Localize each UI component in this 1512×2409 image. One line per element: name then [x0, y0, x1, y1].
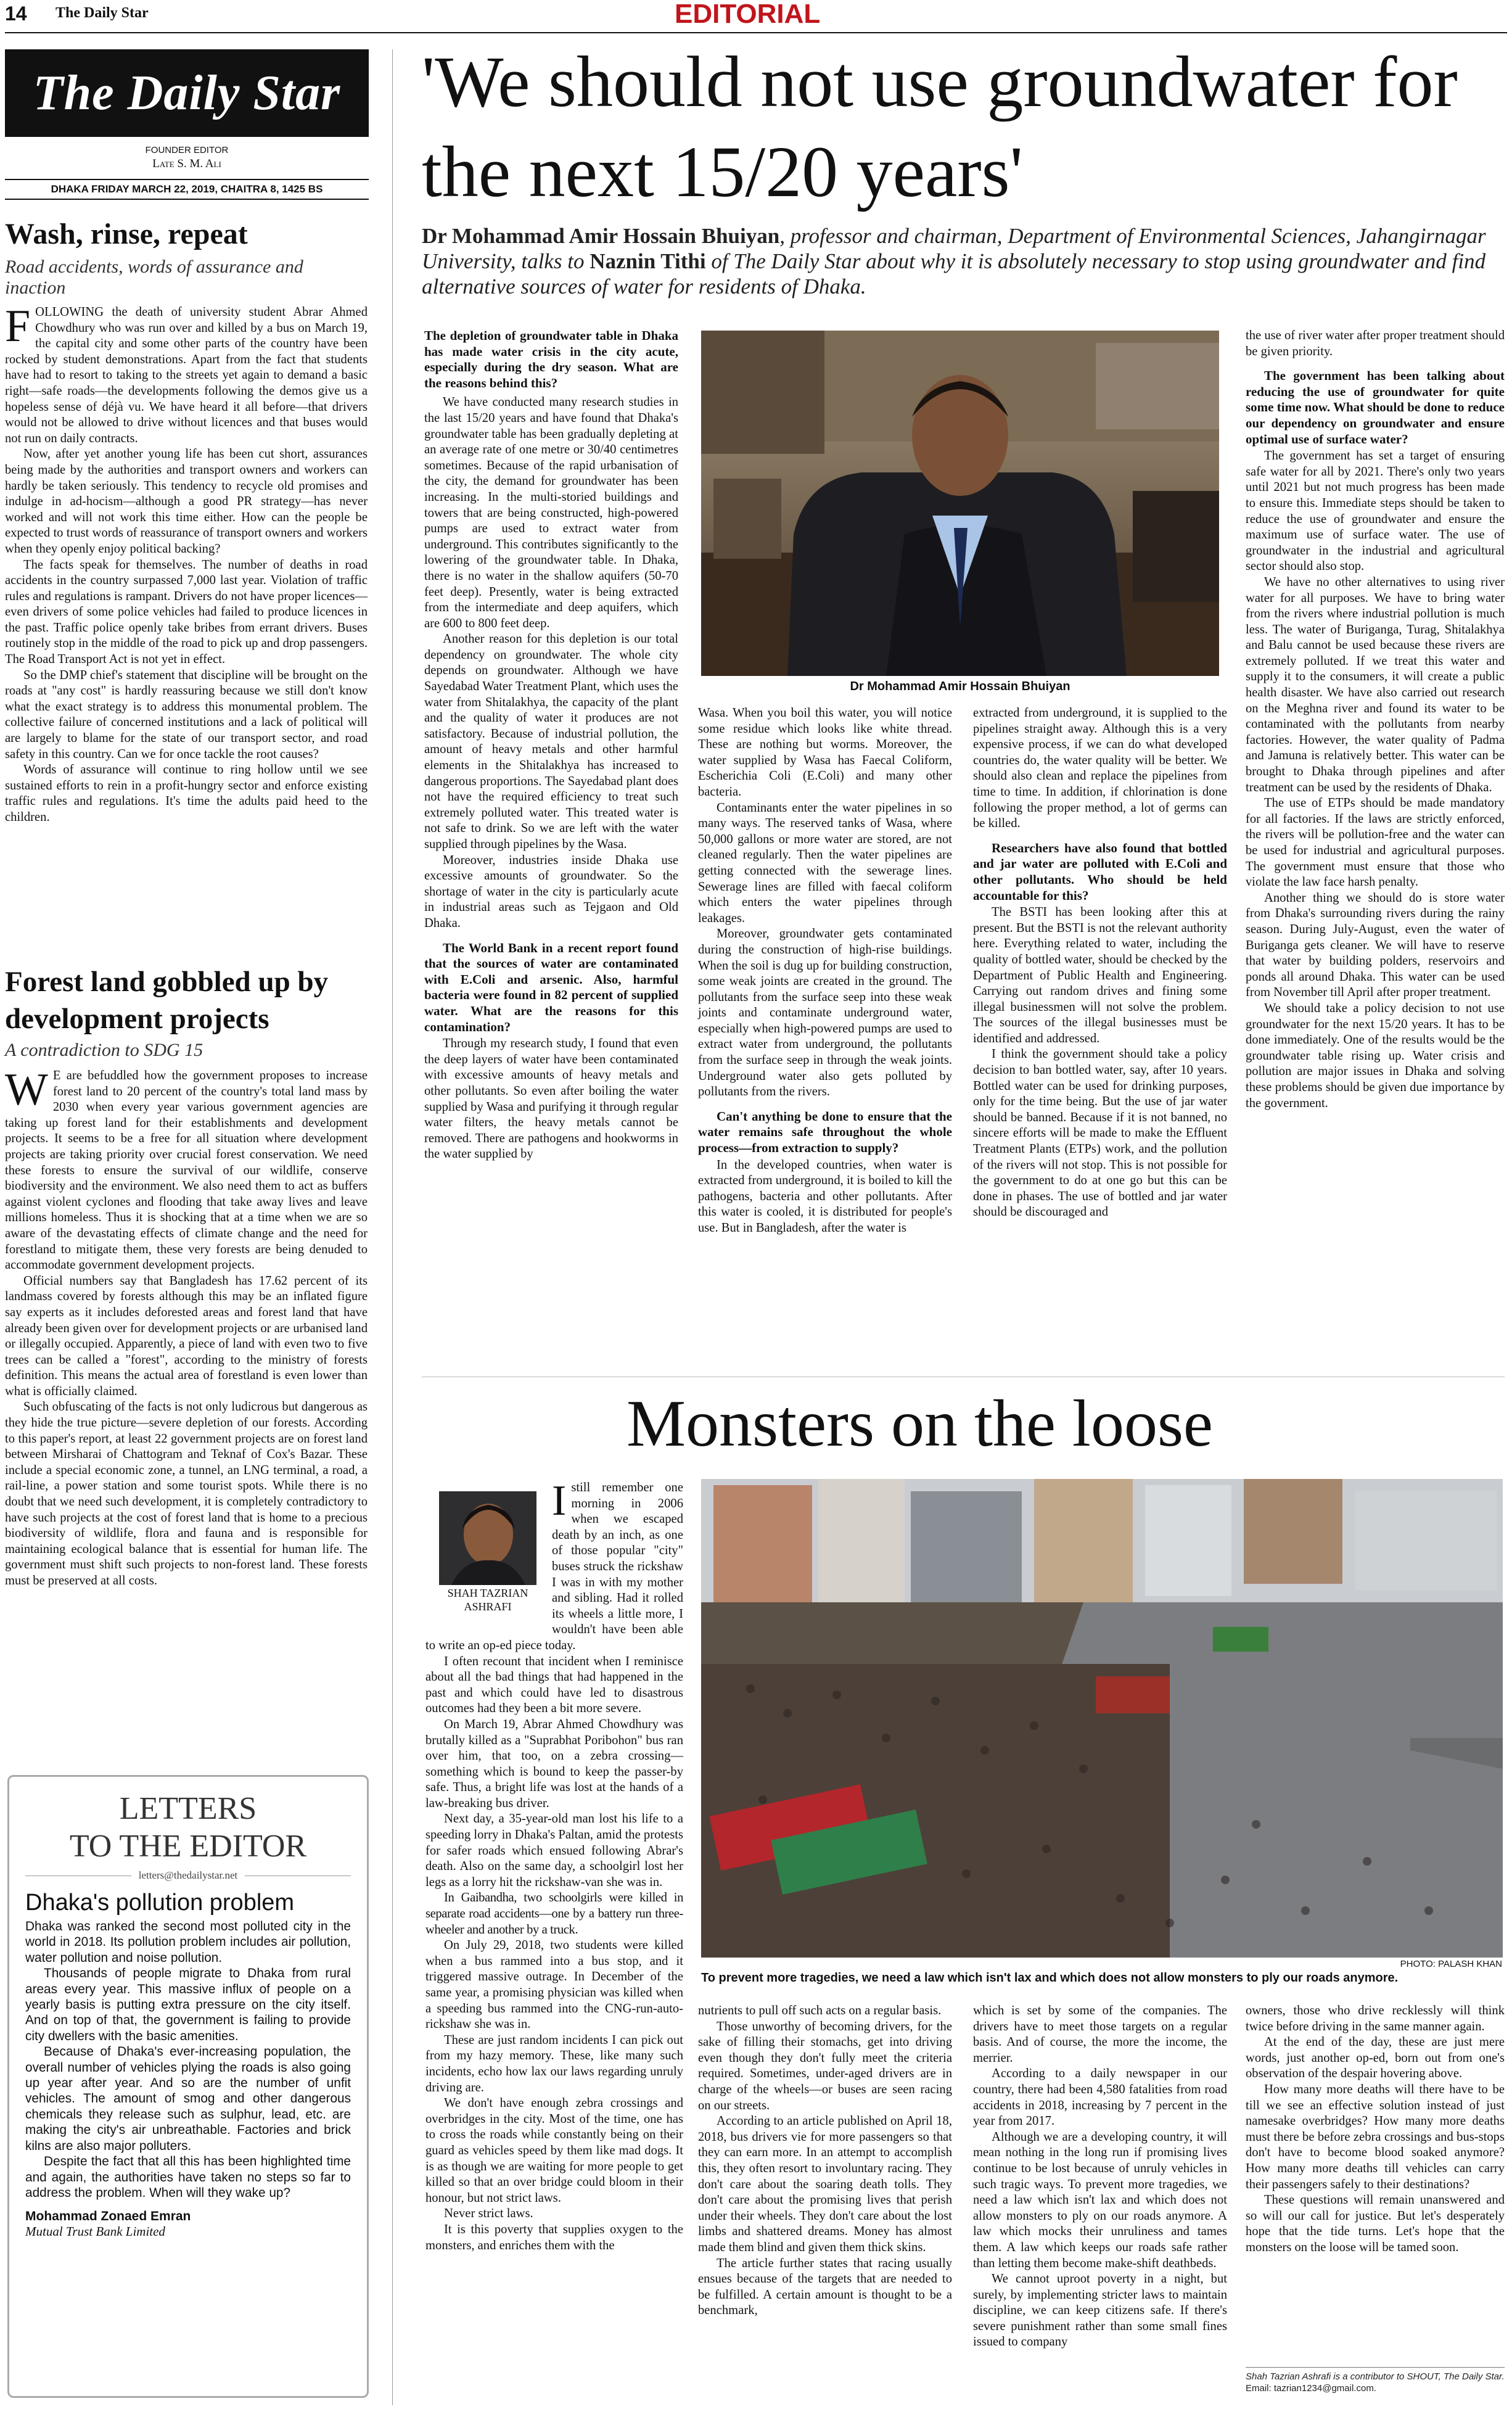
- interview-question: The World Bank in a recent report found that the sources of water are contaminated with E.Coli and arsenic. Also, harmful bacteria were found in 82 percent of supplied water. What are the reasons for this contamination?: [424, 940, 678, 1034]
- masthead: [5, 49, 369, 137]
- dateline-bar: [5, 179, 369, 200]
- interview-col-4: [1246, 328, 1505, 1111]
- interview-intro: Dr Mohammad Amir Hossain Bhuiyan, professor and chairman, Department of Environmental Sciences, Jahangirnagar University, talks to Naznin Tithi of The Daily Star about why it is absolutely necessary to stop using groundwater and find alternative sources of water for residents of Dhaka.: [422, 224, 1486, 299]
- oped-footnote-bio: Shah Tazrian Ashrafi is a contributor to SHOUT, The Daily Star.: [1246, 2371, 1505, 2382]
- oped-footnote-email: Email: tazrian1234@gmail.com.: [1246, 2383, 1376, 2394]
- founder-name: Late S. M. Ali: [152, 157, 221, 170]
- oped-col-4: [1246, 2003, 1505, 2256]
- interview-question: The government has been talking about reducing the use of groundwater for quite some time now. What should be done to reduce our dependency on groundwater and ensure optimal use of surface water?: [1246, 368, 1505, 447]
- oped-para: Next day, a 35-year-old man lost his life to a speeding lorry in Dhaka's Paltan, amid the protests for safer roads which ensued following Abrar's death. Also on the same day, a schoolgirl lost her legs as a lorry hit the rickshaw-van she was in.: [425, 1812, 683, 1889]
- editorial2-para: Such obfuscating of the facts is not only ludicrous but dangerous as they hide the true picture—severe depletion of our forests. According to this paper's report, at least 22 government projects are on forest land between Mirsharai of Chattogram and Teknaf of Cox's Bazar. These include a special economic zone, a tunnel, an LNG terminal, a road, a rail-line, a power station and some tourist spots. While there is no doubt that we need such development, it is completely contradictory to have such projects at the cost of forest land that is home to a precious biodiversity of wildlife, flora and fauna and is responsible for maintaining ecological balance that is essential for human life. The government must shift such projects to non-forest land. These forests must be preserved at all costs.: [5, 1400, 368, 1587]
- editorial1-dropcap: F: [5, 301, 31, 352]
- interview-answer: the use of river water after proper treatment should be given priority.: [1246, 329, 1505, 358]
- oped-col-1: [425, 1477, 683, 2254]
- oped-para: Never strict laws.: [444, 2207, 533, 2221]
- interview-answer: Moreover, industries inside Dhaka use excessive amounts of groundwater. So the shortage of water in the city is particularly acute in industrial areas such as Tejgaon and Old Dhaka.: [424, 853, 678, 930]
- intro-name-interviewee: Dr Mohammad Amir Hossain Bhuiyan: [422, 224, 780, 248]
- section-label: EDITORIAL: [675, 0, 821, 29]
- interview-question: Can't anything be done to ensure that the water remains safe throughout the whole process—from extraction to supply?: [698, 1108, 952, 1156]
- interview-answer: We have conducted many research studies in the last 15/20 years and have found that Dhaka's groundwater table has been gradually depleting at an average rate of one metre or 30/40 centimetres sometimes. Because of the rapid urbanisation of the city, the demand for groundwater has been increasing. In the multi-storied buildings and towers that are being constructed, high-powered pumps are used to extract water from underground. This contributes significantly to the lowering of the groundwater table. In Dhaka, there is no water in the shallow aquifers (50-70 feet deep). Presently, water is being extracted from the intermediate and deep aquifers, which are 600 to 800 feet deep.: [424, 395, 678, 630]
- oped-para: We cannot uproot poverty in a night, but surely, by implementing stricter laws to maintain discipline, we can keep citizens safe. If there's severe punishment rather than some small fines issued to company: [973, 2272, 1227, 2349]
- editorial1-headline: Wash, rinse, repeat: [5, 218, 248, 250]
- interview-answer: The use of ETPs should be made mandatory for all factories. If the laws are strictly enforced, the rivers will be pollution-free and the water can be used for industrial and agricultural purposes. The government must ensure that those who violate the law face harsh penalty.: [1246, 796, 1505, 889]
- letters-title-2: TO THE EDITOR: [69, 1829, 307, 1864]
- interview-col-3: [973, 706, 1227, 1221]
- oped-para: At the end of the day, these are just mere words, just another op-ed, born out from one's observation of the despair hovering above.: [1246, 2035, 1505, 2081]
- interview-col-2: [698, 706, 952, 1237]
- oped-para: On March 19, Abrar Ahmed Chowdhury was brutally killed as a "Suprabhat Poribohon" bus ran over him, that too, on a zebra crossing—something which is bound to keep the passer-by safe. Thus, a bright life was lost at the hands of a law-breaking bus driver.: [425, 1717, 683, 1810]
- oped-footnote-rule: [1246, 2367, 1505, 2368]
- oped-para: These are just random incidents I can pick out from my hazy memory. These, like many such incidents, echo how lax our laws regarding unruly driving are.: [425, 2033, 683, 2094]
- photo-caption: To prevent more tragedies, we need a law which isn't lax and which does not allow monsters to ply our roads anymore.: [701, 1971, 1399, 1985]
- street-protest-graphic: [701, 1479, 1503, 1958]
- author-photo-space: [425, 1480, 552, 1636]
- header-rule: [5, 32, 1507, 33]
- masthead-title: The Daily Star: [33, 66, 341, 120]
- oped-footnote: [1246, 2371, 1505, 2394]
- interviewee-photo-graphic: [701, 331, 1219, 676]
- oped-para: which is set by some of the companies. The drivers have to meet those targets on a regular basis. And of course, the more the income, the merrier.: [973, 2004, 1227, 2065]
- interview-answer: The government has set a target of ensuring safe water for all by 2021. There's only two years until 2021 but not much progress has been made to ensure this. Immediate steps should be taken to reduce the use of groundwater and ensure the maximum use of surface water. The use of groundwater in the industrial and agricultural sector should also stop.: [1246, 449, 1505, 574]
- interview-answer: In the developed countries, when water is extracted from underground, it is boiled to kill the pathogens, bacteria and other pollutants. After this water is cooled, it is distributed for people's use. But in Bangladesh, after the water is: [698, 1158, 952, 1235]
- editorial-wash-rinse: [5, 217, 368, 826]
- letter-para: Thousands of people migrate to Dhaka from rural areas every year. This massive influx of people on a yearly basis is putting extra pressure on the city itself. And on top of that, the government is failing to provide city dwellers with the basic amenities.: [25, 1966, 351, 2043]
- editorial1-para: FOLLOWING the death of university student Abrar Ahmed Chowdhury who was run over and killed by a bus on March 19, the capital city and some other parts of the country have been rocked by student demonstrations. Apart from the fact that students have had to resort to taking to the streets yet again to demand a basic right—safe roads—the developments following the demos give us a hopeless sense of déjà vu. We have heard it all before—that drivers would not be allowed to drive without licences and that buses would not run on daily contracts.: [5, 301, 368, 445]
- oped-para: owners, those who drive recklessly will think twice before driving in the same manner again.: [1246, 2004, 1505, 2033]
- oped-para: nutrients to pull off such acts on a regular basis.: [698, 2004, 942, 2017]
- oped-para: Although we are a developing country, it will mean nothing in the long run if promising lives continue to be lost because of unruly vehicles in such tragic ways. To prevent more tragedies, we need a law which isn't lax and which does not allow monsters to ply on our roads anymore. A law which mocks their unruliness and tames them. A law which keeps our roads safe rather than letting them become make-shift deathbeds.: [973, 2130, 1227, 2270]
- letters-email-row: [25, 1869, 351, 1882]
- editorial1-para: Now, after yet another young life has been cut short, assurances being made by the authorities and transport owners and workers can hardly be taken seriously. This tendency to recycle old promises and indulge in ad-hocism—although a good PR strategy—has never worked and will not work this time either. How can the people be expected to trust words of reassurance of transport owners and workers when they openly enjoy political backing?: [5, 447, 368, 556]
- left-column-rule: [392, 49, 393, 2405]
- page-header: [5, 0, 1507, 30]
- oped-para: In Gaibandha, two schoolgirls were killed in separate road accidents—one by a battery run three-wheeler and another by a truck.: [425, 1891, 683, 1937]
- editorial1-para: Words of assurance will continue to ring hollow until we see sustained efforts to rein in a profit-hungry sector and enforce existing traffic rules and regulations. It's time the adults paid heed to the children.: [5, 763, 368, 824]
- interview-answer: The BSTI has been looking after this at present. But the BSTI is not the relevant authority here. Everything related to water, including the quality of bottled water, should be checked by the Department of Public Health and Engineering. Carrying out random drives and fining some illegal businessmen will not solve the problem. The sources of the illegal businesses must be identified and addressed.: [973, 905, 1227, 1045]
- interview-answer: Contaminants enter the water pipelines in so many ways. The reserved tanks of Wasa, where 50,000 gallons or more water are stored, are not cleaned regularly. Then the water pipelines are getting connected with the sewerage lines. Sewerage lines are filled with faecal coliform which enters the water pipelines through leakages.: [698, 801, 952, 925]
- interview-question: The depletion of groundwater table in Dhaka has made water crisis in the city acute, especially during the dry season. What are the reasons behind this?: [424, 328, 678, 390]
- editorial1-deck: Road accidents, words of assurance and inaction: [5, 257, 303, 298]
- oped-para: These questions will remain unanswered and so will our call for justice. But let's desperately hope that the tide turns. Let's hope that the monsters on the loose will be tamed soon.: [1246, 2193, 1505, 2254]
- letter-body: [25, 1919, 351, 2201]
- editorial-forest-land: [5, 963, 368, 1589]
- interviewee-photo: [701, 331, 1219, 676]
- oped-para: Those unworthy of becoming drivers, for the sake of filling their stomachs, get into driving even though they don't fully meet the criteria required. Sometimes, under-aged drivers are in charge of the wheels—or buses are seen racing on our streets.: [698, 2019, 952, 2112]
- oped-col-3: [973, 2003, 1227, 2350]
- editorial1-para: The facts speak for themselves. The number of deaths in road accidents in the country surpassed 7,000 last year. Violation of traffic rules and regulations is rampant. Drivers do not have proper licences—even drivers of some police vehicles had failed to produce licences in the past. Traffic police openly take bribes from errant drivers. Buses routinely stop in the middle of the road to pick up and drop passengers. The Road Transport Act is not yet in effect.: [5, 558, 368, 667]
- interview-col-1: [424, 328, 678, 1163]
- letter-para: Because of Dhaka's ever-increasing population, the overall number of vehicles plying the roads is also going up year after year. And so are the number of unfit vehicles. The amount of smog and other dangerous chemicals they release such as sulphur, lead, etc. are making the city's air unbreathable. Factories and brick kilns are also major polluters.: [25, 2045, 351, 2153]
- letter-para: Despite the fact that all this has been highlighted time and again, the authorities have taken no steps so far to address the problem. When will they wake up?: [25, 2154, 351, 2200]
- letter-author: Mohammad Zonaed Emran: [25, 2209, 191, 2224]
- dateline: DHAKA FRIDAY MARCH 22, 2019, CHAITRA 8, 1425 BS: [51, 183, 323, 195]
- interview-answer: Another thing we should do is store water from Dhaka's surrounding rivers during the rainy season. During July-August, even the water of Buriganga gets cleaner. We will have to reserve that water by building polders, reservoirs and ponds all around Dhaka. This water can be used from November till April after proper treatment.: [1246, 891, 1505, 1000]
- intro-name-interviewer: Naznin Tithi: [590, 249, 706, 273]
- founder-block: [5, 144, 369, 171]
- oped-para: I often recount that incident when I reminisce about all the bad things that had happened in the past and which could have led to disastrous outcomes had they been a bit more severe.: [425, 1654, 683, 1716]
- editorial2-para: W E are befuddled how the government proposes to increase forest land to 20 percent of the country's total land mass by 2030 when every year various government agencies are taking up forest land for their establishments and development projects. It seems to be a free for all situation where development projects are taking priority over crucial forest conservation. We need these forests to ensure the survival of our wildlife, conserve biodiversity and the environment. We also need them to act as buffers against violent cyclones and flooding that take away lives and leave millions homeless. Thus it is shocking that at a time when we are so aware of the devastating effects of climate change and the need for forestland to mitigate them, these very forests are being denuded to accommodate government development projects.: [5, 1064, 368, 1272]
- oped-headline: Monsters on the loose: [627, 1387, 1213, 1460]
- author-byline: SHAH TAZRIAN ASHRAFI: [447, 1587, 528, 1613]
- oped-para: According to a daily newspaper in our country, there had been 4,580 fatalities from road accidents in 2018, increasing by 7 percent in the year from 2017.: [973, 2067, 1227, 2128]
- page-number: 14: [5, 2, 27, 25]
- letters-title-1: LETTERS: [119, 1791, 257, 1826]
- oped-dropcap: I: [552, 1477, 567, 1525]
- oped-col-2: [698, 2003, 952, 2319]
- letter-affiliation: Mutual Trust Bank Limited: [25, 2224, 165, 2239]
- header-paper-name: The Daily Star: [55, 5, 149, 21]
- interview-answer: I think the government should take a policy decision to ban bottled water, say, after 10 years. Bottled water can be used for drinking purposes, only for the time being. But the use of jar water should be banned. Because if it is not banned, no sincere efforts will be made to make the Effluent Treatment Plants (ETPs) work, and the pollution of the rivers will not stop. This is not possible for the government to do at one go but this can be done in phases. The use of bottled and jar water should be discouraged and: [973, 1047, 1227, 1219]
- oped-para: The article further states that racing usually ensues because of the targets that are needed to be fulfilled. A certain amount is thought to be a benchmark,: [698, 2256, 952, 2318]
- oped-para: How many more deaths will there have to be till we see an effective solution instead of just namesake overbridges? How many more deaths must there be before zebra crossings and bus-stops don't have to become blood soaked anymore? How many more deaths till vehicles can carry their passengers safely to their destinations?: [1246, 2082, 1505, 2191]
- letters-email: letters@thedailystar.net: [138, 1869, 238, 1881]
- interview-answer: Through my research study, I found that even the deep layers of water have been contaminated with excessive amounts of heavy metals and other pollutants. So even after boiling the water supplied by Wasa and purifying it through regular water filters, the heavy metals cannot be removed. There are pathogens and hookworms in the water supplied by: [424, 1037, 678, 1161]
- interview-answer: extracted from underground, it is supplied to the pipelines straight away. Although this is a very expensive process, if we can do what developed countries do, the water quality will be better. We should also clean and replace the pipelines from time to time. In addition, if chlorination is done following the proper method, a lot of germs can be killed.: [973, 706, 1227, 831]
- oped-intro: Istill remember one morning in 2006 when we escaped death by an inch, as one of those popular "city" buses struck the rickshaw I was in with my mother and sibling. Had it rolled its wheels a little more, I wouldn't have been able to write an op-ed piece today.: [425, 1477, 683, 1652]
- editorial2-para: Official numbers say that Bangladesh has 17.62 percent of its landmass covered by forests although this may be an inflated figure say experts as it includes deforested areas and forest land that have already been given over for development projects or are urbanised land or illegally occupied. Apparently, a piece of land with even two to five trees can be called a "forest", according to the ministry of forests definition. This means the actual area of forestland is even lower than what is officially claimed.: [5, 1274, 368, 1398]
- interview-answer: Another reason for this depletion is our total dependency on groundwater. The whole city depends on groundwater. Although we have Sayedabad Water Treatment Plant, which uses the water from Shitalakhya, the capacity of the plant and the quality of water it produces are not satisfactory. Because of industrial pollution, the amount of heavy metals and other harmful elements in the Shitalakhya has increased to dangerous proportions. The Sayedabad plant does not have the required efficiency to treat such extremely polluted water. This treated water is not safe to drink. So we are left with the water supplied through pipelines by the Wasa.: [424, 632, 678, 851]
- editorial2-headline: Forest land gobbled up by development projects: [5, 966, 329, 1035]
- street-protest-photo: [701, 1479, 1503, 1958]
- editorial2-dropcap: W: [5, 1064, 48, 1115]
- editorial2-deck: A contradiction to SDG 15: [5, 1040, 203, 1060]
- interviewee-photo-caption: Dr Mohammad Amir Hossain Bhuiyan: [850, 680, 1070, 693]
- interview-answer: Moreover, groundwater gets contaminated during the construction of high-rise buildings. When the soil is dug up for building construction, some weak joints are created in the ground. The pollutants from the surface seep into these weak joints and contaminate underground water, especially when high-powered pumps are used to extract water from underground, the pollutants from the surface seep in through the weak joints. Underground water also gets polluted by pollutants from the rivers.: [698, 927, 952, 1099]
- editorial1-para: So the DMP chief's statement that discipline will be brought on the roads at "any cost" is hardly reassuring because we still don't know what the exact strategy is to address this monumental problem. The collective failure of concerned institutions and a lack of political will are largely to blame for the state of our transport sector, and road safety in this country. Can we for once tackle the root causes?: [5, 668, 368, 761]
- editorial1-body: [5, 301, 368, 826]
- editorial2-body: [5, 1064, 368, 1589]
- photo-credit: PHOTO: PALASH KHAN: [1400, 1959, 1502, 1969]
- oped-para: We don't have enough zebra crossings and overbridges in the city. Most of the time, one has to cross the roads while constantly being on their guard as vehicles speed by them like mad dogs. It is as though we are waiting for more people to get killed so that an over bridge could bloom in their honour, but not strict laws.: [425, 2096, 683, 2205]
- interview-answer: We should take a policy decision to not use groundwater for the next 15/20 years. It has to be done immediately. One of the results would be the groundwater table rising up. Water crisis and pollution are major issues in Dhaka and solving these problems should be given due importance by the government.: [1246, 1001, 1505, 1110]
- interview-headline: 'We should not use groundwater for the next 15/20 years': [422, 41, 1458, 212]
- interview-question: Researchers have also found that bottled and jar water are polluted with E.Coli and other pollutants. Who should be held accountable for this?: [973, 840, 1227, 903]
- interview-answer: Wasa. When you boil this water, you will notice some residue which looks like white thread. These are nothing but worms. Moreover, the water supplied by Wasa has Faecal Coliform, Escherichia Coli (E.Coli) and many other bacteria.: [698, 706, 952, 799]
- letter-para: Dhaka was ranked the second most polluted city in the world in 2018. Its pollution problem includes air pollution, water pollution and noise pollution.: [25, 1919, 351, 1965]
- founder-label: FOUNDER EDITOR: [145, 145, 229, 155]
- oped-para: According to an article published on April 18, 2018, bus drivers vie for more passengers so that they can earn more. In an attempt to accomplish this, they often resort to involuntary racing. They don't care about the soaring death tolls. They don't care about the promising lives that perish under their wheels. They don't care about the lost limbs and shattered dreams. Money has almost made them blind and given them thick skins.: [698, 2114, 952, 2254]
- oped-para: On July 29, 2018, two students were killed when a bus rammed into a bus stop, and it triggered massive outrage. In December of the same year, a promising physician was killed when a speeding bus rammed into the CNG-run-auto-rickshaw she was in.: [425, 1938, 683, 2032]
- oped-para: It is this poverty that supplies oxygen to the monsters, and enriches them with the: [425, 2222, 683, 2252]
- interview-answer: We have no other alternatives to using river water for all purposes. We have to bring water from the rivers where industrial pollution is much less. The water of Buriganga, Turag, Shitalakhya and Balu cannot be used because these rivers are extremely polluted. If we treat this water and supply it to the consumers, it will create a public health disaster. We have also carried out research on the Meghna river and found its water to be contaminated with the pollutants from nearby factories. However, the water quality of Padma and Jamuna is relatively better. This water can be brought to Dhaka through pipelines and after treatment can be used by the residents of Dhaka.: [1246, 575, 1505, 794]
- letters-box: [7, 1775, 369, 2398]
- letter-headline: Dhaka's pollution problem: [25, 1890, 295, 1916]
